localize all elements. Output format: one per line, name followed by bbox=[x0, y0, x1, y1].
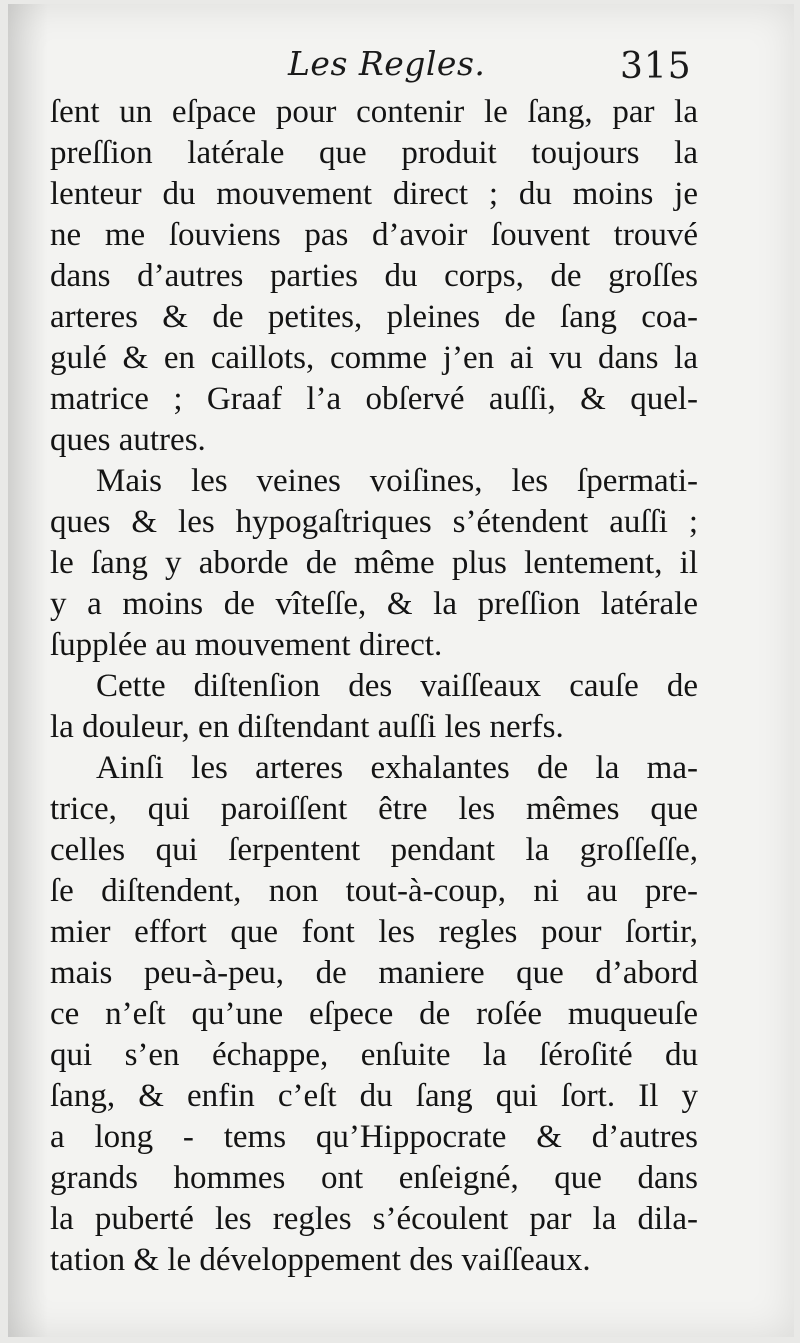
text-line: Ainſi les arteres exhalantes de la ma- bbox=[96, 750, 698, 786]
running-head bbox=[8, 40, 794, 90]
text-line: a long - tems qu’Hippocrate & d’autres bbox=[50, 1119, 698, 1155]
text-line: tation & le développement des vaiſſeaux. bbox=[50, 1242, 591, 1278]
paragraph bbox=[50, 666, 698, 748]
text-line: ſent un eſpace pour contenir le ſang, par la bbox=[50, 94, 698, 130]
text-line: arteres & de petites, pleines de ſang coa- bbox=[50, 299, 698, 335]
text-line: ques & les hypogaſtriques s’étendent auſſi ; bbox=[50, 504, 698, 540]
text-line: matrice ; Graaf l’a obſervé auſſi, & quel- bbox=[50, 381, 698, 417]
text-line: le ſang y aborde de même plus lentement, il bbox=[50, 545, 698, 581]
text-line: la puberté les regles s’écoulent par la dila- bbox=[50, 1201, 698, 1237]
text-line: la douleur, en diſtendant auſſi les nerfs. bbox=[50, 709, 564, 745]
text-line: grands hommes ont enſeigné, que dans bbox=[50, 1160, 698, 1196]
text-line: dans d’autres parties du corps, de groſſes bbox=[50, 258, 698, 294]
text-line: celles qui ſerpentent pendant la groſſeſſe, bbox=[50, 832, 698, 868]
paragraph bbox=[50, 461, 698, 666]
text-line: lenteur du mouvement direct ; du moins je bbox=[50, 176, 698, 212]
text-line: trice, qui paroiſſent être les mêmes que bbox=[50, 791, 698, 827]
page-gutter-shadow bbox=[8, 4, 48, 1337]
text-line: ne me ſouviens pas d’avoir ſouvent trouvé bbox=[50, 217, 698, 253]
book-page bbox=[8, 4, 794, 1337]
page-number: 315 bbox=[620, 46, 692, 87]
paragraph bbox=[50, 92, 698, 461]
text-line: ſe diſtendent, non tout-à-coup, ni au pre- bbox=[50, 873, 698, 909]
text-line: ſang, & enfin c’eſt du ſang qui ſort. Il y bbox=[50, 1078, 698, 1114]
text-line: mier effort que font les regles pour ſortir, bbox=[50, 914, 698, 950]
paragraph bbox=[50, 748, 698, 1281]
running-title: Les Regles. bbox=[288, 44, 486, 83]
text-line: gulé & en caillots, comme j’en ai vu dans la bbox=[50, 340, 698, 376]
text-line: Mais les veines voiſines, les ſpermati- bbox=[96, 463, 698, 499]
text-line: y a moins de vîteſſe, & la preſſion latérale bbox=[50, 586, 698, 622]
text-line: mais peu-à-peu, de maniere que d’abord bbox=[50, 955, 698, 991]
text-line: ques autres. bbox=[50, 422, 206, 458]
text-line: ce n’eſt qu’une eſpece de roſée muqueuſe bbox=[50, 996, 698, 1032]
text-line: preſſion latérale que produit toujours la bbox=[50, 135, 698, 171]
text-line: Cette diſtenſion des vaiſſeaux cauſe de bbox=[96, 668, 698, 704]
body-text bbox=[50, 92, 698, 1281]
text-line: qui s’en échappe, enſuite la ſéroſité du bbox=[50, 1037, 698, 1073]
text-line: ſupplée au mouvement direct. bbox=[50, 627, 443, 663]
